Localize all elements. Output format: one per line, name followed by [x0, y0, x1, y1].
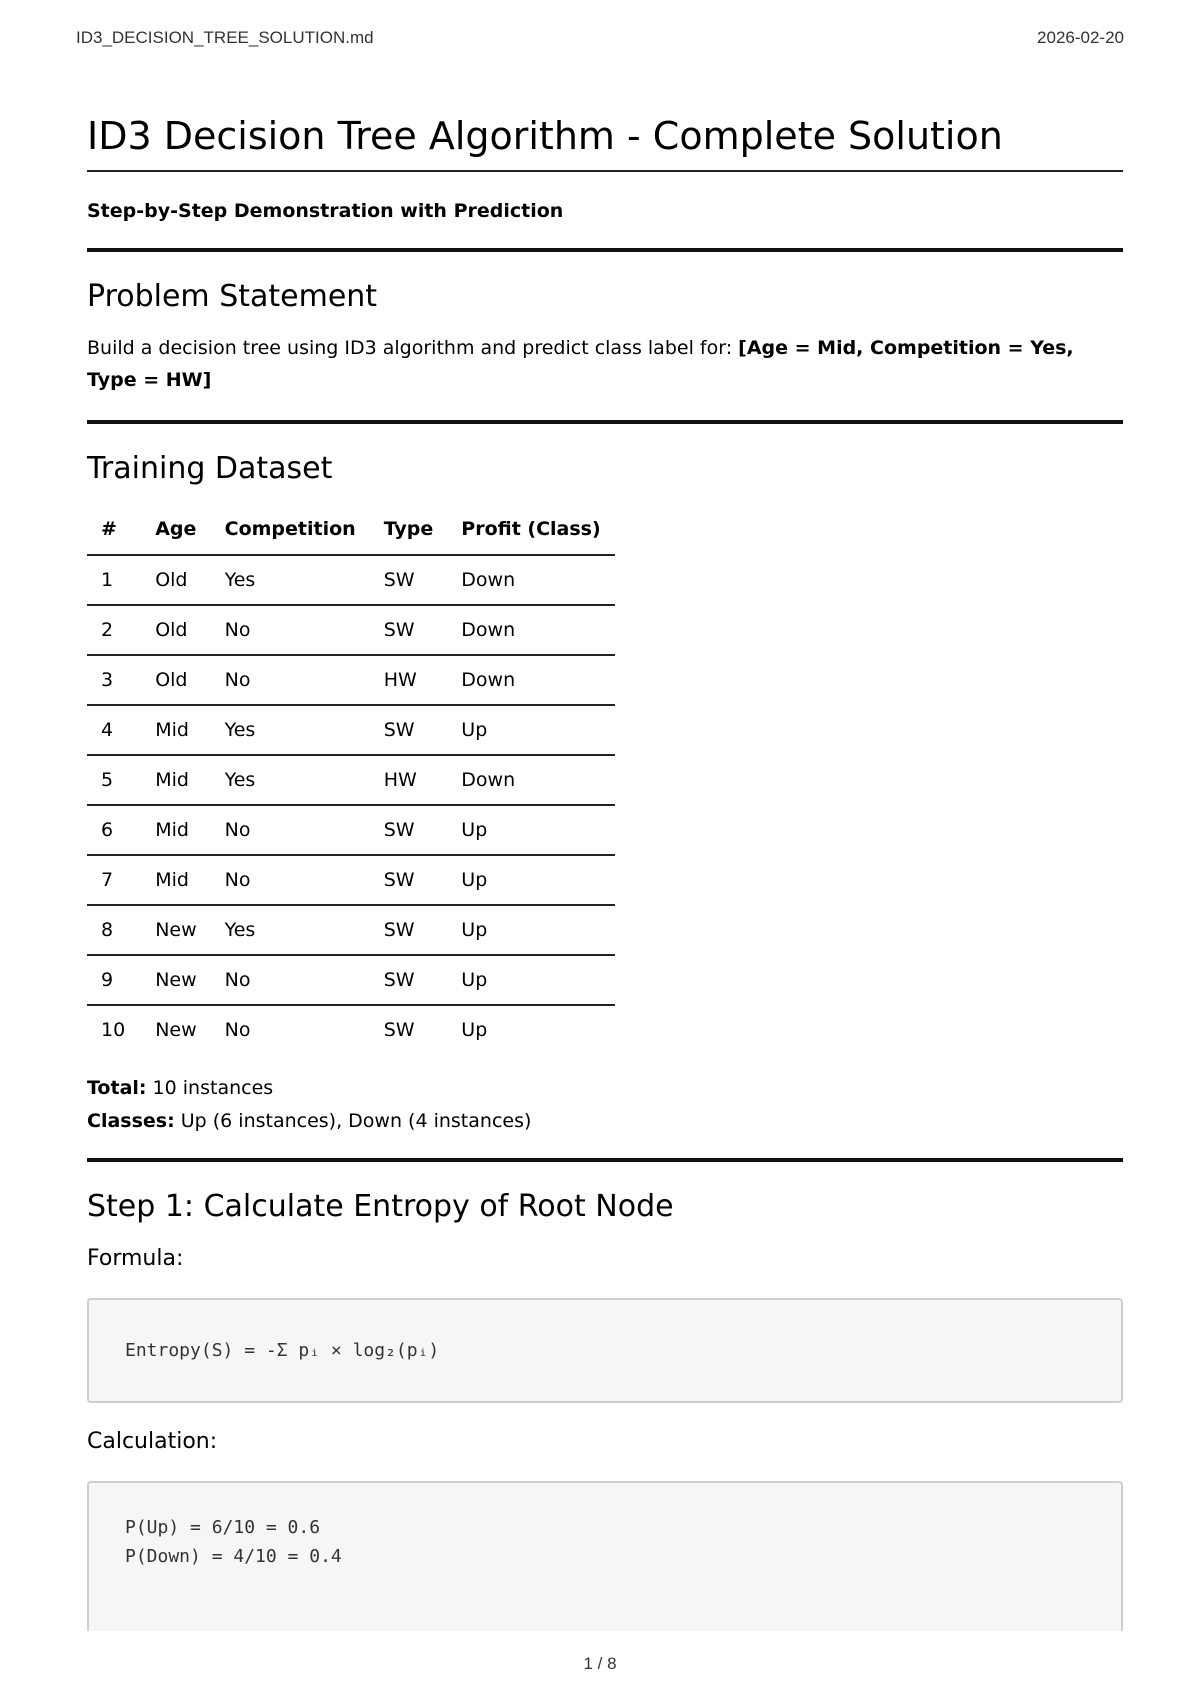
table-cell: Down: [447, 605, 614, 655]
table-cell: Mid: [141, 855, 210, 905]
dataset-classes: [87, 1105, 1123, 1138]
column-header: Profit (Class): [447, 504, 614, 555]
dataset-heading: Training Dataset: [87, 451, 333, 486]
table-row: [87, 755, 615, 805]
formula-code-block: [87, 1298, 1123, 1403]
table-cell: New: [141, 905, 210, 955]
table-cell: Down: [447, 655, 614, 705]
page-subtitle: Step-by-Step Demonstration with Prediction: [87, 200, 564, 222]
table-cell: SW: [370, 555, 448, 605]
formula-text: Entropy(S) = -Σ pᵢ × log₂(pᵢ): [125, 1340, 440, 1361]
column-header: Type: [370, 504, 448, 555]
table-cell: 5: [87, 755, 141, 805]
column-header: Age: [141, 504, 210, 555]
table-cell: Mid: [141, 755, 210, 805]
table-cell: SW: [370, 955, 448, 1005]
page-number: 1 / 8: [583, 1654, 617, 1673]
table-row: [87, 855, 615, 905]
table-cell: 3: [87, 655, 141, 705]
table-row: [87, 805, 615, 855]
table-cell: Old: [141, 655, 210, 705]
document-body: [87, 112, 1123, 1631]
table-row: [87, 705, 615, 755]
table-cell: Old: [141, 555, 210, 605]
table-cell: Yes: [211, 555, 370, 605]
classes-value: Up (6 instances), Down (4 instances): [174, 1110, 532, 1132]
calc-line: P(Down) = 4/10 = 0.4: [125, 1546, 342, 1567]
step1-heading: Step 1: Calculate Entropy of Root Node: [87, 1189, 674, 1224]
problem-query: [Age = Mid, Competition = Yes, Type = HW]: [87, 337, 1074, 391]
table-cell: 4: [87, 705, 141, 755]
table-cell: HW: [370, 655, 448, 705]
table-cell: 7: [87, 855, 141, 905]
problem-heading: Problem Statement: [87, 279, 378, 314]
table-cell: Yes: [211, 705, 370, 755]
calculation-label: Calculation:: [87, 1429, 218, 1454]
table-cell: 10: [101, 1019, 126, 1041]
column-header: Competition: [211, 504, 370, 555]
total-label: Total:: [87, 1077, 147, 1099]
dataset-total: [87, 1072, 1123, 1105]
table-row: [87, 955, 615, 1005]
table-cell: Down: [447, 755, 614, 805]
table-cell: New: [155, 1019, 197, 1041]
table-cell: Up: [447, 905, 614, 955]
print-header: [76, 28, 1124, 52]
table-cell: Yes: [211, 905, 370, 955]
header-filename: ID3_DECISION_TREE_SOLUTION.md: [76, 28, 374, 47]
table-row: [87, 605, 615, 655]
table-cell: Up: [447, 955, 614, 1005]
calc-line: P(Up) = 6/10 = 0.6: [125, 1517, 321, 1538]
table-row: [87, 905, 615, 955]
table-row: [87, 655, 615, 705]
table-cell: Mid: [141, 705, 210, 755]
table-cell: Up: [447, 805, 614, 855]
classes-label: Classes:: [87, 1110, 175, 1132]
table-cell: SW: [370, 905, 448, 955]
table-cell: Up: [447, 705, 614, 755]
table-cell: Mid: [141, 805, 210, 855]
total-value: 10 instances: [146, 1077, 274, 1099]
table-cell: Yes: [211, 755, 370, 805]
formula-label: Formula:: [87, 1246, 184, 1271]
table-cell: 6: [87, 805, 141, 855]
calculation-code-block: [87, 1481, 1123, 1631]
table-row: [87, 1005, 615, 1054]
section-divider: [87, 420, 1123, 424]
table-header-row: [87, 504, 615, 555]
section-divider: [87, 248, 1123, 252]
table-cell: No: [211, 605, 370, 655]
table-cell: SW: [383, 1019, 415, 1041]
table-cell: Up: [447, 855, 614, 905]
table-row: [87, 555, 615, 605]
table-cell: No: [211, 955, 370, 1005]
table-cell: 2: [87, 605, 141, 655]
table-cell: No: [211, 855, 370, 905]
table-cell: New: [141, 955, 210, 1005]
problem-text: [87, 332, 1123, 396]
page-title: ID3 Decision Tree Algorithm - Complete Solution: [87, 112, 1123, 172]
table-cell: SW: [370, 805, 448, 855]
table-cell: 9: [87, 955, 141, 1005]
table-cell: No: [224, 1019, 251, 1041]
table-cell: No: [211, 805, 370, 855]
problem-text-prefix: Build a decision tree using ID3 algorithm and predict class label for:: [87, 337, 739, 359]
table-cell: SW: [370, 705, 448, 755]
table-cell: Down: [447, 555, 614, 605]
section-divider: [87, 1158, 1123, 1162]
table-cell: HW: [370, 755, 448, 805]
table-cell: 8: [87, 905, 141, 955]
table-cell: SW: [370, 855, 448, 905]
header-date: 2026-02-20: [1037, 28, 1124, 47]
table-cell: Up: [461, 1019, 488, 1041]
table-cell: SW: [370, 605, 448, 655]
table-cell: Old: [141, 605, 210, 655]
table-cell: No: [211, 655, 370, 705]
column-header: #: [87, 504, 141, 555]
table-cell: 1: [87, 555, 141, 605]
training-dataset-table: [87, 504, 615, 1054]
